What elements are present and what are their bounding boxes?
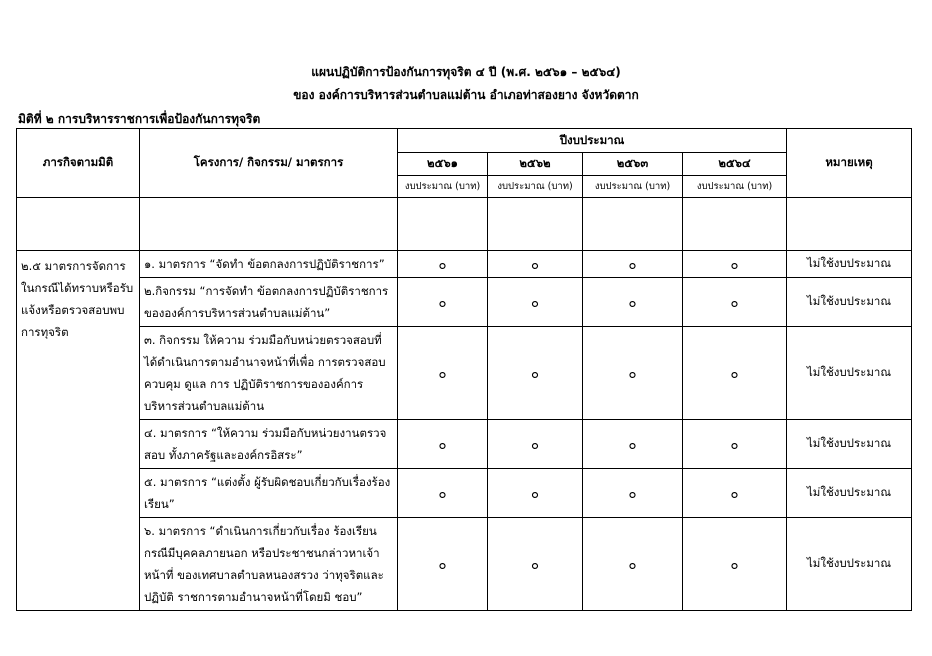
plan-mark: ๐ xyxy=(683,251,787,278)
budget-unit-label: งบประมาณ (บาท) xyxy=(488,176,583,198)
table-row xyxy=(17,278,912,327)
plan-mark: ๐ xyxy=(583,420,683,469)
plan-mark: ๐ xyxy=(488,469,583,518)
plan-mark: ๐ xyxy=(398,518,488,611)
note-cell: ไม่ใช้งบประมาณ xyxy=(787,251,912,278)
page-title: แผนปฏิบัติการป้องกันการทุจริต ๔ ปี (พ.ศ. ๒๕๖๑ – ๒๕๖๔) xyxy=(311,65,621,79)
activity-cell: ๖. มาตรการ “ดำเนินการเกี่ยวกับเรื่อง ร้องเรียนกรณีมีบุคคลภายนอก หรือประชาชนกล่าวหาเจ้าหน้าที่ ของเทศบาลตำบลหนองสรวง ว่าทุจริตและปฏิบัติ ราชการตามอำนาจหน้าที่โดยมิ ชอบ” xyxy=(140,518,398,611)
header-row-1 xyxy=(17,129,912,153)
note-cell: ไม่ใช้งบประมาณ xyxy=(787,278,912,327)
plan-table xyxy=(16,128,912,611)
plan-mark: ๐ xyxy=(488,420,583,469)
plan-mark: ๐ xyxy=(488,518,583,611)
plan-mark: ๐ xyxy=(398,469,488,518)
plan-mark: ๐ xyxy=(398,420,488,469)
plan-mark: ๐ xyxy=(398,278,488,327)
year-header: ๒๕๖๔ xyxy=(683,153,787,176)
mission-header: ภารกิจตามมิติ xyxy=(17,129,140,198)
project-header: โครงการ/ กิจกรรม/ มาตรการ xyxy=(140,129,398,198)
plan-mark: ๐ xyxy=(683,469,787,518)
budget-unit-label: งบประมาณ (บาท) xyxy=(398,176,488,198)
note-cell: ไม่ใช้งบประมาณ xyxy=(787,469,912,518)
plan-mark: ๐ xyxy=(683,518,787,611)
plan-mark: ๐ xyxy=(398,327,488,420)
year-header: ๒๕๖๓ xyxy=(583,153,683,176)
plan-mark: ๐ xyxy=(488,278,583,327)
table-row xyxy=(17,251,912,278)
plan-mark: ๐ xyxy=(398,251,488,278)
budget-year-header: ปีงบประมาณ xyxy=(398,129,787,153)
mission-cell: ๒.๕ มาตรการจัดการในกรณีได้ทราบหรือรับแจ้งหรือตรวจสอบพบการทุจริต xyxy=(17,251,140,611)
note-cell: ไม่ใช้งบประมาณ xyxy=(787,518,912,611)
year-header: ๒๕๖๒ xyxy=(488,153,583,176)
budget-unit-label: งบประมาณ (บาท) xyxy=(583,176,683,198)
note-cell: ไม่ใช้งบประมาณ xyxy=(787,327,912,420)
note-header: หมายเหตุ xyxy=(787,129,912,198)
plan-mark: ๐ xyxy=(583,327,683,420)
activity-cell: ๓. กิจกรรม ให้ความ ร่วมมือกับหน่วยตรวจสอบที่ได้ดำเนินการตามอำนาจหน้าที่เพื่อ การตรวจสอบ ควบคุม ดูแล การ ปฏิบัติราชการขององค์การบริหารส่วนตำบลแม่ต้าน xyxy=(140,327,398,420)
plan-mark: ๐ xyxy=(683,327,787,420)
blank-row xyxy=(17,198,912,251)
page-subtitle: ของ องค์การบริหารส่วนตำบลแม่ต้าน อำเภอท่าสองยาง จังหวัดตาก xyxy=(293,88,639,102)
table-row xyxy=(17,469,912,518)
plan-mark: ๐ xyxy=(583,251,683,278)
plan-mark: ๐ xyxy=(488,327,583,420)
activity-cell: ๕. มาตรการ “แต่งตั้ง ผู้รับผิดชอบเกี่ยวกับเรื่องร้องเรียน” xyxy=(140,469,398,518)
budget-unit-label: งบประมาณ (บาท) xyxy=(683,176,787,198)
plan-mark: ๐ xyxy=(583,469,683,518)
plan-mark: ๐ xyxy=(583,278,683,327)
table-row xyxy=(17,420,912,469)
table-row xyxy=(17,327,912,420)
plan-mark: ๐ xyxy=(488,251,583,278)
activity-cell: ๔. มาตรการ “ให้ความ ร่วมมือกับหน่วยงานตรวจสอบ ทั้งภาครัฐและองค์กรอิสระ” xyxy=(140,420,398,469)
plan-mark: ๐ xyxy=(683,278,787,327)
activity-cell: ๑. มาตรการ “จัดทำ ข้อตกลงการปฏิบัติราชการ” xyxy=(140,251,398,278)
plan-mark: ๐ xyxy=(683,420,787,469)
dimension-heading: มิติที่ ๒ การบริหารราชการเพื่อป้องกันการทุจริต xyxy=(18,112,261,126)
note-cell: ไม่ใช้งบประมาณ xyxy=(787,420,912,469)
year-header: ๒๕๖๑ xyxy=(398,153,488,176)
activity-cell: ๒.กิจกรรม “การจัดทำ ข้อตกลงการปฏิบัติราชการขององค์การบริหารส่วนตำบลแม่ต้าน” xyxy=(140,278,398,327)
table-row xyxy=(17,518,912,611)
plan-mark: ๐ xyxy=(583,518,683,611)
